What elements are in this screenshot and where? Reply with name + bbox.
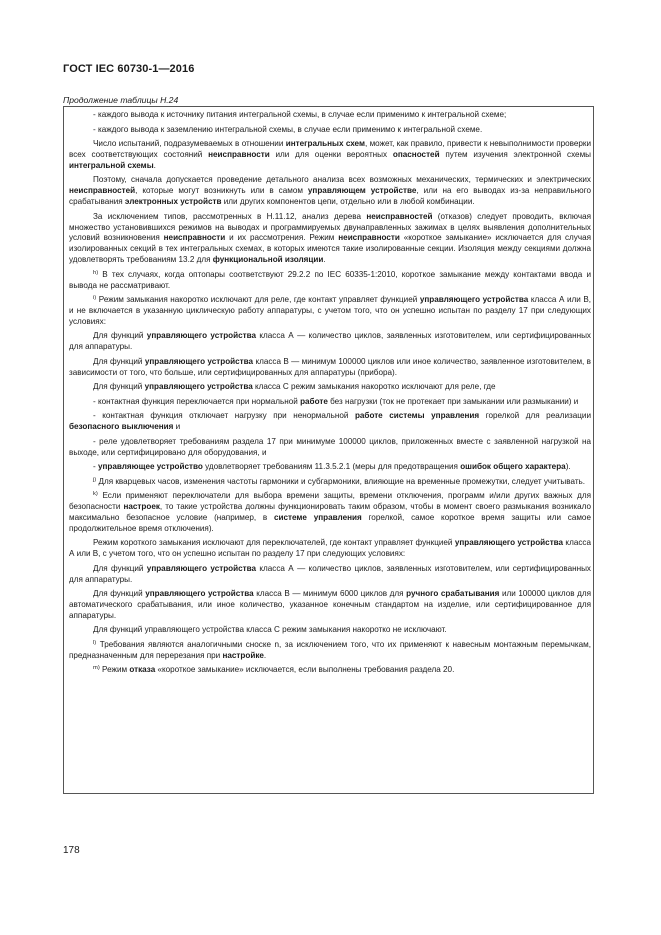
text-run: Для функций xyxy=(93,356,145,366)
paragraph xyxy=(69,175,591,208)
paragraph xyxy=(69,538,591,560)
page-number: 178 xyxy=(63,845,80,856)
paragraph xyxy=(69,665,591,676)
text-run: Для функций xyxy=(93,382,145,392)
text-run: горелкой для реализации xyxy=(479,411,591,421)
text-run: Режим xyxy=(99,665,130,675)
text-run: - каждого вывода к заземлению интегральной схемы, в случае если применимо к интегральной схеме. xyxy=(93,124,483,134)
defined-term: настроек xyxy=(123,502,160,511)
text-run: - реле удовлетворяет требованиям раздела 17 при минимуме 100000 циклов, приложенных вместе с заявленной нагрузкой на выходе, или сертифицировано для оборудования, и xyxy=(69,436,591,457)
defined-term: неисправности xyxy=(338,233,400,243)
text-run: Поэтому, сначала допускается проведение детального анализа всех возможных механических, термических и электрических xyxy=(93,175,591,185)
defined-term: электронных устройств xyxy=(124,197,222,207)
text-run: класса В — минимум 100000 циклов или иное количество, заявленное изготовителем, в зависимости от того, что больше, или сертифицированных для аппаратуры (прибора). xyxy=(69,356,591,377)
paragraph xyxy=(69,462,591,473)
text-run: Для функций xyxy=(93,331,147,341)
text-run: класса А или В, с учетом того, что он успешно испытан по разделу 17 при следующих условиях: xyxy=(69,538,591,559)
text-run: горелкой, самое короткое время защиты или самое продолжительное время отключения). xyxy=(69,512,591,533)
text-run: путем изучения электронной схемы xyxy=(439,149,591,159)
paragraph xyxy=(69,295,591,328)
text-run: Число испытаний, подразумеваемых в отношении xyxy=(93,139,286,148)
defined-term: отказа xyxy=(129,665,156,675)
paragraph xyxy=(69,357,591,379)
paragraph xyxy=(69,640,591,662)
text-run: класса А или В, и не включается в указанную циклическую работу аппаратуры, с учетом того, что он успешно испытан по разделу 17 при следующих условиях: xyxy=(69,295,591,326)
text-run: Для функций xyxy=(93,589,146,599)
footnote-marker: l) xyxy=(93,639,97,646)
defined-term: управляющем устройстве xyxy=(307,186,417,196)
text-run: - контактная функция отключает нагрузку при ненормальной xyxy=(93,411,355,421)
paragraph xyxy=(69,437,591,459)
text-run: , или на его выводах из-за неправильного срабатывания xyxy=(69,186,592,207)
text-run: - каждого вывода к источнику питания интегральной схемы, в случае если применимо к интегральной схеме; xyxy=(93,110,507,119)
paragraph xyxy=(69,212,591,267)
text-run: За исключением типов, рассмотренных в Н.11.12, анализ дерева xyxy=(93,211,367,221)
defined-term: опасностей xyxy=(392,149,440,159)
defined-term: неисправностей xyxy=(69,186,136,196)
text-run: В тех случаях, когда оптопары соответствуют 29.2.2 по IEC 60335-1:2010, короткое замыкание между контактами ввода и вывода не рассматривают. xyxy=(69,269,591,290)
text-run: - xyxy=(93,462,98,472)
paragraph xyxy=(69,139,591,172)
text-run: «короткое замыкание» исключается, если выполнены требования раздела 20. xyxy=(155,665,455,675)
defined-term: неисправности xyxy=(163,233,226,243)
paragraph xyxy=(69,397,591,408)
text-run: Режим замыкания накоротко исключают для реле, где контакт управляет функцией xyxy=(96,295,420,305)
footnote-marker: k) xyxy=(93,491,98,498)
text-run: . xyxy=(323,255,326,265)
footnote-marker: i) xyxy=(93,295,97,302)
defined-term: работе xyxy=(300,396,328,406)
paragraph xyxy=(69,625,591,636)
text-run: или для оценки вероятных xyxy=(269,149,393,159)
table-continuation-caption: Продолжение таблицы Н.24 xyxy=(63,95,179,105)
paragraph xyxy=(69,110,591,121)
defined-term: управляющего устройства xyxy=(144,356,254,366)
text-run: удовлетворяет требованиям 11.3.5.2.1 (меры для предотвращения xyxy=(202,462,461,472)
defined-term: интегральных схем xyxy=(285,139,365,148)
text-run: класса В — минимум 6000 циклов для xyxy=(253,589,407,599)
text-run: Для кварцевых часов, изменения частоты гармоники и субгармоники, влияющие на временные промежутки, следует учитывать. xyxy=(96,476,586,486)
text-run: Для функций управляющего устройства класса С режим замыкания накоротко не исключают. xyxy=(93,625,447,635)
defined-term: управляющее устройство xyxy=(97,462,203,472)
text-run: . xyxy=(153,160,156,170)
defined-term: неисправности xyxy=(208,149,270,159)
paragraph xyxy=(69,564,591,586)
defined-term: безопасного выключения xyxy=(69,422,174,432)
text-run: или других компонентов цепи, отдельно или в любой комбинации. xyxy=(221,197,475,207)
text-run: , то такие устройства должны функционировать таким образом, чтобы в момент своего размыкания возникало максимально безопасное условие (например, в xyxy=(69,502,591,522)
defined-term: управляющего устройства xyxy=(419,295,529,305)
footnote-marker: j) xyxy=(93,476,97,483)
text-run: Режим короткого замыкания исключают для переключателей, где контакт управляет функцией xyxy=(93,538,455,548)
text-run: Если применяют переключатели для выбора времени защиты, времени отключения, программ и/или других важных для безопасности xyxy=(69,491,591,511)
paragraph xyxy=(69,125,591,136)
text-run: «короткое замыкание» исключается для случая изолированных секций в тех интегральных схемах, в которых имеются такие изолированные секции. Изоляция между секциями должна удовлетворять требованиям 13.2 для xyxy=(69,233,591,265)
footnote-marker: m) xyxy=(93,665,100,672)
defined-term: управляющего устройства xyxy=(146,563,257,573)
text-run: (отказов) следует проводить, включая множество установившихся режимов на выводах и программируемых двунаправленных зажимах в целях выявления дополнительных условий возникновения xyxy=(69,211,591,243)
defined-term: ручного срабатывания xyxy=(406,589,500,599)
text-run: ). xyxy=(565,462,571,472)
defined-term: ошибок общего характера xyxy=(460,462,566,472)
defined-term: работе системы управления xyxy=(354,411,480,421)
defined-term: неисправностей xyxy=(366,211,433,221)
defined-term: функциональной изоляции xyxy=(212,255,324,265)
text-run: , которые могут возникнуть или в самом xyxy=(135,186,308,196)
defined-term: управляющего устройства xyxy=(454,538,564,548)
paragraph xyxy=(69,382,591,393)
paragraph xyxy=(69,477,591,488)
defined-term: системе управления xyxy=(274,512,362,522)
defined-term: управляющего устройства xyxy=(146,331,257,341)
footnote-marker: h) xyxy=(93,269,99,276)
text-run: и xyxy=(173,422,181,432)
paragraph xyxy=(69,589,591,622)
text-run: Для функций xyxy=(93,563,147,573)
defined-term: управляющего устройства xyxy=(145,589,254,599)
defined-term: интегральной схемы xyxy=(69,160,154,170)
text-run: и их рассмотрения. Режим xyxy=(225,233,339,243)
text-run: - контактная функция переключается при нормальной xyxy=(93,396,301,406)
table-cell-content xyxy=(69,110,591,680)
text-run: класса С режим замыкания накоротко исключают для реле, где xyxy=(252,382,496,392)
paragraph xyxy=(69,270,591,292)
text-run: класса А — количество циклов, заявленных изготовителем, или сертифицированных для аппаратуры. xyxy=(69,331,591,352)
text-run: Требования являются аналогичными сноске n, за исключением того, что их применяют к навесным монтажным перемычкам, предназначенным для перерезания при xyxy=(69,639,591,660)
text-run: класса А — количество циклов, заявленных изготовителем, или сертифицированных для аппаратуры. xyxy=(69,563,591,584)
defined-term: настройке xyxy=(222,650,264,660)
text-run: , может, как правило, привести к невыполнимости проверки всех соответствующих состояний xyxy=(69,139,591,159)
text-run: или 100000 циклов для автоматического срабатывания, или иное количество, указанное конечным стандартом на изделие, или сертифицированное для аппаратуры. xyxy=(69,589,591,620)
paragraph xyxy=(69,491,591,535)
text-run: без нагрузки (ток не протекает при замыкании или размыкании) и xyxy=(327,396,579,406)
paragraph xyxy=(69,331,591,353)
paragraph xyxy=(69,411,591,433)
standard-designation: ГОСТ IEC 60730-1—2016 xyxy=(63,63,195,75)
text-run: . xyxy=(263,650,267,660)
defined-term: управляющего устройства xyxy=(144,382,253,392)
